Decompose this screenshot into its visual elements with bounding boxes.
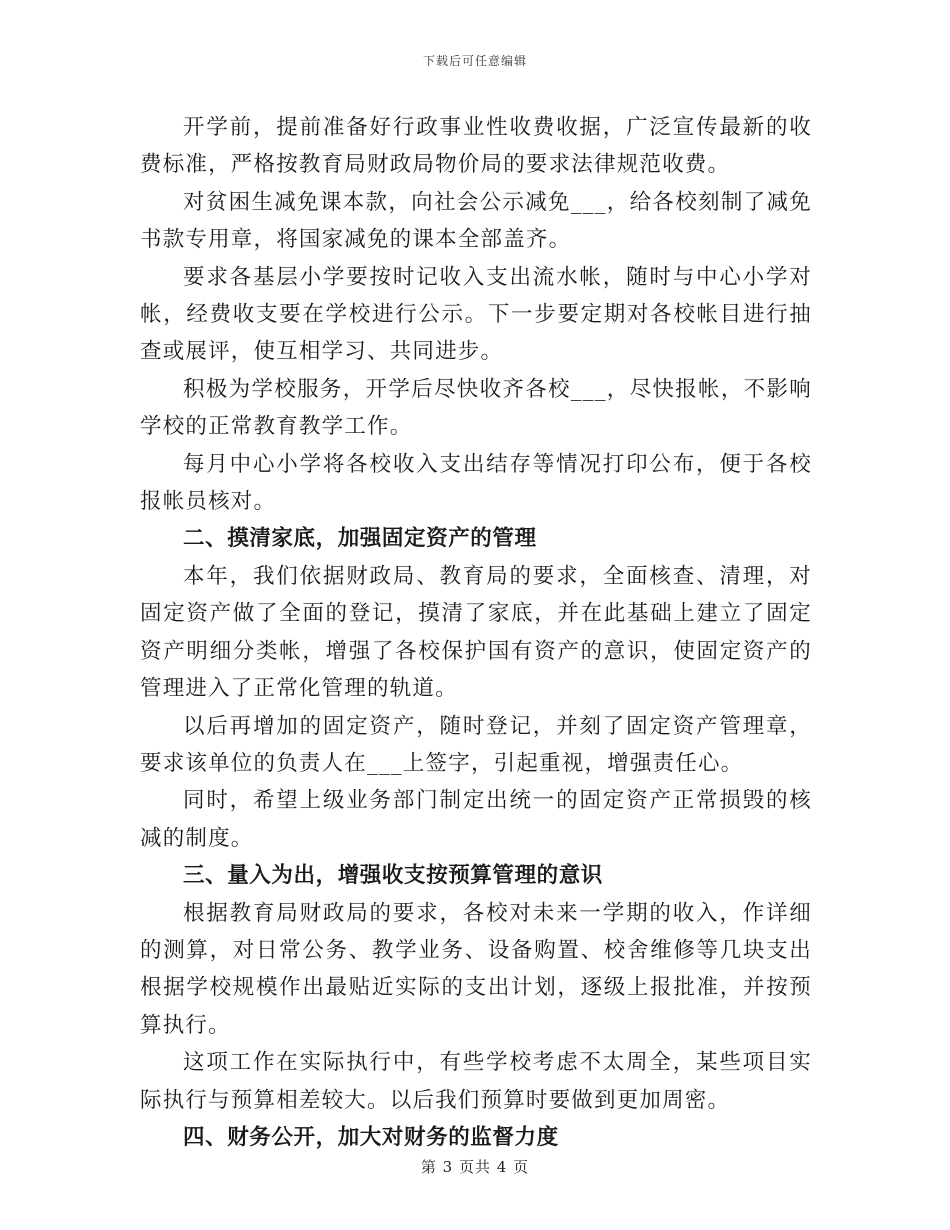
- section-heading-2: 二、摸清家底，加强固定资产的管理: [183, 526, 537, 552]
- paragraph-fees: 开学前，提前准备好行政事业性收费收据，广泛宣传最新的收费标准，严格按教育局财政局物价局的要求法律规范收费。: [140, 115, 812, 178]
- paragraph-monthly-report: 每月中心小学将各校收入支出结存等情况打印公布，便于各校报帐员核对。: [140, 451, 812, 515]
- page-header: 下载后可任意编辑: [422, 54, 527, 68]
- paragraph-school-service: 积极为学校服务，开学后尽快收齐各校___，尽快报帐，不影响学校的正常教育教学工作。: [140, 376, 812, 440]
- paragraph-ledger: 要求各基层小学要按时记收入支出流水帐，随时与中心小学对帐，经费收支要在学校进行公示。下一步要定期对各校帐目进行抽查或展评，使互相学习、共同进步。: [140, 264, 812, 365]
- paragraph-budget-review: 这项工作在实际执行中，有些学校考虑不太周全，某些项目实际执行与预算相差较大。以后我们预算时要做到更加周密。: [140, 1050, 812, 1113]
- paragraph-asset-policy: 同时，希望上级业务部门制定出统一的固定资产正常损毁的核减的制度。: [140, 788, 812, 851]
- paragraph-asset-registration: 以后再增加的固定资产，随时登记，并刻了固定资产管理章，要求该单位的负责人在___上签字，引起重视，增强责任心。: [140, 713, 812, 776]
- section-heading-3: 三、量入为出，增强收支按预算管理的意识: [183, 863, 603, 889]
- section-heading-4: 四、财务公开，加大对财务的监督力度: [183, 1124, 559, 1150]
- paragraph-budget-plan: 根据教育局财政局的要求，各校对未来一学期的收入，作详细的测算，对日常公务、教学业务、设备购置、校舍维修等几块支出根据学校规模作出最贴近实际的支出计划，逐级上报批准，并按预算执行。: [140, 900, 812, 1038]
- page-footer: 第 3 页共 4 页: [420, 1158, 530, 1176]
- paragraph-textbook-waiver: 对贫困生减免课本款，向社会公示减免___，给各校刻制了减免书款专用章，将国家减免的课本全部盖齐。: [140, 189, 812, 253]
- document-body: [140, 109, 812, 1156]
- paragraph-asset-inventory: 本年，我们依据财政局、教育局的要求，全面核查、清理，对固定资产做了全面的登记，摸清了家底，并在此基础上建立了固定资产明细分类帐，增强了各校保护国有资产的意识，使固定资产的管理进入了正常化管理的轨道。: [140, 563, 812, 702]
